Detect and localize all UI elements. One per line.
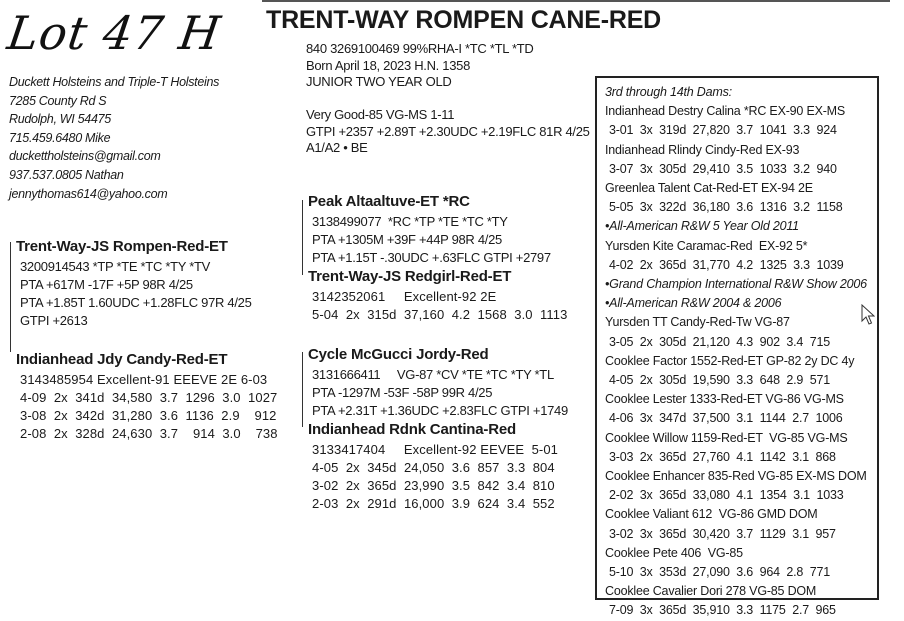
paternal-grandsire-line: PTA +1.15T -.30UDC +.63FLC GTPI +2797 — [312, 250, 551, 265]
dam-ancestor-name: Yursden TT Candy-Red-Tw VG-87 — [605, 315, 790, 330]
maternal-granddam-line: 3133417404 Excellent-92 EEVEE 5-01 — [312, 442, 559, 457]
consignor-address: 7285 County Rd S — [9, 93, 107, 108]
paternal-granddam-record: 5-04 2x 315d 37,160 4.2 1568 3.0 1113 — [312, 307, 568, 322]
extended-dams-box — [595, 76, 879, 618]
maternal-granddam-record: 2-03 2x 291d 16,000 3.9 624 3.4 552 — [312, 496, 555, 511]
paternal-grandsire-line: PTA +1305M +39F +44P 98R 4/25 — [312, 232, 502, 247]
dam-ancestor-record: 3-03 2x 365d 27,760 4.1 1142 3.1 868 — [609, 449, 836, 464]
consignor-contact — [9, 73, 219, 203]
sire-detail-line: PTA +1.85T 1.60UDC +1.28FLC 97R 4/25 — [20, 295, 252, 310]
dam-ancestor-name: Cooklee Cavalier Dori 278 VG-85 DOM — [605, 584, 817, 599]
dam-ancestor-record: 4-05 2x 305d 19,590 3.3 648 2.9 571 — [609, 373, 830, 388]
sire-detail-line: PTA +617M -17F +5P 98R 4/25 — [20, 277, 193, 292]
dam-detail-line: 3143485954 Excellent-91 EEEVE 2E 6-03 — [20, 372, 268, 387]
subject-info-line: GTPI +2357 +2.89T +2.30UDC +2.19FLC 81R 4/25 — [306, 123, 590, 139]
dam-ancestor-name: Cooklee Willow 1159-Red-ET VG-85 VG-MS — [605, 430, 848, 445]
consignor-phone: 715.459.6480 Mike — [9, 130, 111, 145]
dam-ancestor-name: Cooklee Enhancer 835-Red VG-85 EX-MS DOM — [605, 469, 867, 484]
subject-info — [306, 41, 590, 157]
dam-ancestor-name: Indianhead Rlindy Cindy-Red EX-93 — [605, 142, 800, 157]
paternal-grandsire-details — [312, 213, 551, 267]
paternal-grandsire-name: Peak Altaaltuve-ET *RC — [308, 193, 470, 210]
dam-ancestor-record: 7-09 3x 365d 35,910 3.3 1175 2.7 965 — [609, 603, 836, 618]
maternal-granddam-details — [312, 441, 558, 513]
dam-details — [20, 371, 278, 443]
consignor-email: duckettholsteins@gmail.com — [9, 149, 161, 164]
title-rule — [262, 0, 890, 2]
dam-ancestor-award: •All-American R&W 5 Year Old 2011 — [605, 219, 799, 234]
paternal-granddam-line: 3142352061 Excellent-92 2E — [312, 289, 497, 304]
extended-dams-list — [605, 83, 873, 621]
dam-ancestor-record: 5-05 3x 322d 36,180 3.6 1316 3.2 1158 — [609, 200, 843, 215]
dam-ancestor-record: 5-10 3x 353d 27,090 3.6 964 2.8 771 — [609, 565, 830, 580]
dam-ancestor-name: Greenlea Talent Cat-Red-ET EX-94 2E — [605, 181, 813, 196]
consignor-email: jennythomas614@yahoo.com — [9, 186, 168, 201]
mouse-pointer-icon — [861, 304, 875, 326]
paternal-granddam-name: Trent-Way-JS Redgirl-Red-ET — [308, 268, 512, 285]
extended-dams-heading: 3rd through 14th Dams: — [605, 85, 732, 99]
sire-details — [20, 258, 252, 330]
maternal-grandsire-line: PTA -1297M -53F -58P 99R 4/25 — [312, 385, 493, 400]
maternal-granddam-record: 4-05 2x 345d 24,050 3.6 857 3.3 804 — [312, 460, 555, 475]
dam-ancestor-record: 3-07 3x 305d 29,410 3.5 1033 3.2 940 — [609, 161, 837, 176]
dam-ancestor-record: 3-01 3x 319d 27,820 3.7 1041 3.3 924 — [609, 123, 837, 138]
subject-info-line: 840 3269100469 99%RHA-I *TC *TL *TD — [306, 41, 534, 56]
maternal-granddam-record: 3-02 2x 365d 23,990 3.5 842 3.4 810 — [312, 478, 555, 493]
pedigree-connector — [10, 242, 11, 352]
lot-number-handwritten: Lot 47 H — [4, 6, 225, 60]
sire-name: Trent-Way-JS Rompen-Red-ET — [16, 238, 228, 255]
consignor-name: Duckett Holsteins and Triple-T Holsteins — [9, 75, 220, 89]
subject-info-line: A1/A2 • BE — [306, 140, 368, 155]
subject-info-line — [306, 91, 590, 108]
consignor-phone: 937.537.0805 Nathan — [9, 167, 124, 182]
dam-ancestor-record: 4-02 2x 365d 31,770 4.2 1325 3.3 1039 — [609, 257, 844, 272]
dam-name: Indianhead Jdy Candy-Red-ET — [16, 351, 228, 368]
dam-ancestor-name: Cooklee Factor 1552-Red-ET GP-82 2y DC 4y — [605, 353, 855, 368]
page-title: TRENT-WAY ROMPEN CANE-RED — [266, 6, 662, 34]
dam-record-line: 4-09 2x 341d 34,580 3.7 1296 3.0 1027 — [20, 390, 278, 405]
paternal-grandsire-line: 3138499077 *RC *TP *TE *TC *TY — [312, 214, 508, 229]
dam-ancestor-award: •All-American R&W 2004 & 2006 — [605, 296, 782, 311]
subject-info-line: Born April 18, 2023 H.N. 1358 — [306, 57, 471, 73]
dam-ancestor-record: 3-05 2x 305d 21,120 4.3 902 3.4 715 — [609, 334, 830, 349]
paternal-granddam-details — [312, 288, 567, 324]
pedigree-connector — [302, 200, 303, 275]
maternal-grandsire-line: 3131666411 VG-87 *CV *TE *TC *TY *TL — [312, 367, 554, 382]
subject-info-line: JUNIOR TWO YEAR OLD — [306, 74, 452, 89]
dam-ancestor-name: Yursden Kite Caramac-Red EX-92 5* — [605, 238, 808, 253]
dam-ancestor-name: Cooklee Valiant 612 VG-86 GMD DOM — [605, 507, 818, 522]
sire-detail-line: GTPI +2613 — [20, 313, 88, 328]
dam-ancestor-name: Cooklee Lester 1333-Red-ET VG-86 VG-MS — [605, 392, 844, 407]
pedigree-connector — [302, 352, 303, 427]
maternal-grandsire-line: PTA +2.31T +1.36UDC +2.83FLC GTPI +1749 — [312, 403, 568, 418]
maternal-granddam-name: Indianhead Rdnk Cantina-Red — [308, 421, 516, 438]
dam-ancestor-record: 2-02 3x 365d 33,080 4.1 1354 3.1 1033 — [609, 488, 844, 503]
maternal-grandsire-details — [312, 366, 568, 420]
subject-info-line: Very Good-85 VG-MS 1-11 — [306, 107, 455, 122]
dam-record-line: 3-08 2x 342d 31,280 3.6 1136 2.9 912 — [20, 408, 277, 423]
sire-detail-line: 3200914543 *TP *TE *TC *TY *TV — [20, 259, 210, 274]
dam-record-line: 2-08 2x 328d 24,630 3.7 914 3.0 738 — [20, 426, 278, 441]
maternal-grandsire-name: Cycle McGucci Jordy-Red — [308, 346, 489, 363]
dam-ancestor-record: 3-02 3x 365d 30,420 3.7 1129 3.1 957 — [609, 526, 836, 541]
dam-ancestor-award: •Grand Champion International R&W Show 2006 — [605, 277, 867, 292]
consignor-city: Rudolph, WI 54475 — [9, 112, 111, 127]
dam-ancestor-name: Indianhead Destry Calina *RC EX-90 EX-MS — [605, 104, 846, 119]
dam-ancestor-record: 4-06 3x 347d 37,500 3.1 1144 2.7 1006 — [609, 411, 843, 426]
dam-ancestor-name: Cooklee Pete 406 VG-85 — [605, 545, 743, 560]
